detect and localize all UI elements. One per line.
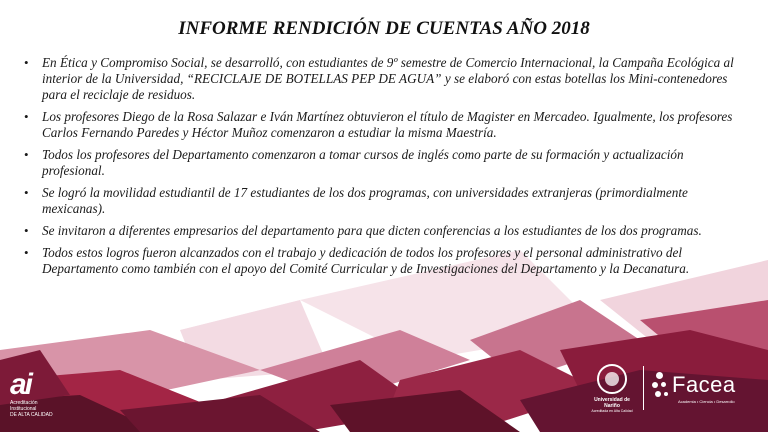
- bullet-item: [22, 245, 748, 277]
- facea-logo: [650, 366, 760, 416]
- acreditacion-logo-mark: ai: [10, 368, 32, 401]
- bullet-list: [22, 55, 748, 283]
- bullet-icon: •: [24, 147, 29, 162]
- acreditacion-logo-line: Acreditación: [10, 400, 38, 406]
- bullet-item: [22, 109, 748, 141]
- bullet-icon: •: [24, 109, 29, 124]
- facea-dots-icon: [652, 370, 674, 404]
- bullet-icon: •: [24, 55, 29, 70]
- bullet-text: Todos estos logros fueron alcanzados con el trabajo y dedicación de todos los profesores y el personal administrativo del Departamento como también con el apoyo del Comité Curricular y de Investigaciones del Departamento y la Decanatura.: [42, 245, 690, 276]
- bullet-text: Todos los profesores del Departamento comenzaron a tomar cursos de inglés como parte de su formación y actualización profesional.: [42, 147, 684, 178]
- acreditacion-logo: [10, 370, 70, 426]
- slide-title: INFORME RENDICIÓN DE CUENTAS AÑO 2018: [178, 18, 590, 39]
- acreditacion-logo-line: Institucional: [10, 406, 37, 412]
- bullet-item: [22, 55, 748, 103]
- facea-name: Facea: [672, 372, 736, 397]
- universidad-logo: [588, 364, 636, 414]
- bullet-item: [22, 223, 748, 239]
- university-seal-icon: [597, 364, 627, 394]
- acreditacion-logo-line: DE ALTA CALIDAD: [10, 412, 53, 418]
- facea-tagline: Academia • Ciencia • Desarrollo: [678, 399, 735, 404]
- bullet-icon: •: [24, 185, 29, 200]
- bullet-text: Se invitaron a diferentes empresarios del departamento para que dicten conferencias a los estudiantes de los dos programas.: [42, 223, 702, 238]
- bullet-text: Los profesores Diego de la Rosa Salazar e Iván Martínez obtuvieron el título de Magister en Mercadeo. Igualmente, los profesores Carlos Fernando Paredes y Héctor Muñoz comenzaron a estudiar la misma Maestría.: [42, 109, 733, 140]
- bullet-text: Se logró la movilidad estudiantil de 17 estudiantes de los dos programas, con universidades extranjeras (primordialmente mexicanas).: [42, 185, 688, 216]
- bullet-item: [22, 147, 748, 179]
- logo-divider: [643, 366, 644, 410]
- bullet-icon: •: [24, 245, 29, 260]
- universidad-name: Universidad de Nariño: [594, 397, 630, 409]
- bullet-icon: •: [24, 223, 29, 238]
- bullet-item: [22, 185, 748, 217]
- universidad-subtitle: Acreditada en Alta Calidad: [591, 409, 633, 413]
- bullet-text: En Ética y Compromiso Social, se desarrolló, con estudiantes de 9º semestre de Comercio Internacional, la Campaña Ecológica al interior de la Universidad, “RECICLAJE DE BOTELLAS PEP DE AGUA” y se elaboró con estas botellas los Mini-contenedores para el reciclaje de residuos.: [42, 55, 734, 102]
